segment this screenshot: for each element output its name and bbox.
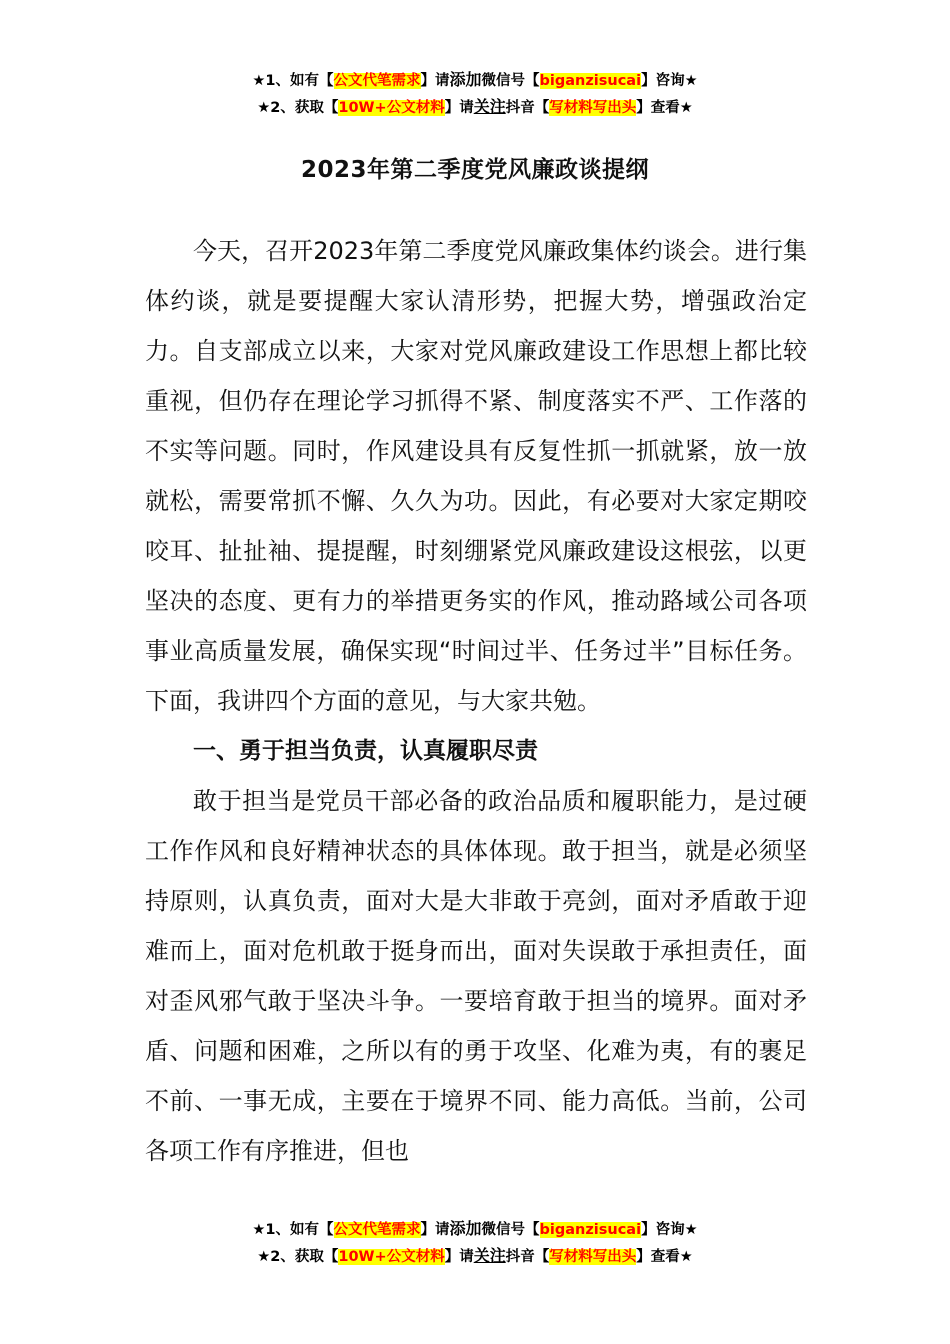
- promo-text: 】请: [420, 73, 450, 89]
- promo-text: ★2、获取【: [257, 1249, 339, 1265]
- section-heading: 一、勇于担当负责，认真履职尽责: [193, 738, 538, 764]
- document-body: [145, 226, 807, 1176]
- promo-highlight: 写材料写出头: [549, 1249, 637, 1265]
- promo-text: ★1、如有【: [252, 73, 334, 89]
- promo-text: 】请: [444, 1249, 474, 1265]
- promo-highlight: 10W+公文材料: [338, 100, 445, 116]
- promo-text: 】请: [444, 100, 474, 116]
- promo-text: 】查看★: [636, 100, 693, 116]
- promo-text: 】请: [420, 1222, 450, 1238]
- promo-text: 】咨询★: [641, 1222, 698, 1238]
- promo-banner-bottom: [0, 1216, 950, 1270]
- document-title: 2023年第二季度党风廉政谈提纲: [300, 157, 649, 183]
- promo-text: 】咨询★: [641, 73, 698, 89]
- promo-line-1: [0, 1216, 950, 1243]
- promo-emphasis: 关注: [473, 97, 506, 116]
- promo-line-1: [0, 67, 950, 94]
- promo-highlight: 公文代笔需求: [333, 1222, 421, 1238]
- promo-highlight: biganzisucai: [539, 1222, 642, 1238]
- promo-emphasis: 添加: [449, 70, 482, 89]
- promo-line-2: [0, 94, 950, 121]
- promo-text: 抖音【: [505, 1249, 550, 1265]
- promo-highlight: 写材料写出头: [549, 100, 637, 116]
- promo-text: 微信号【: [481, 73, 540, 89]
- promo-text: 微信号【: [481, 1222, 540, 1238]
- promo-banner-top: [0, 67, 950, 121]
- promo-highlight: 10W+公文材料: [338, 1249, 445, 1265]
- promo-highlight: biganzisucai: [539, 73, 642, 89]
- promo-text: 抖音【: [505, 100, 550, 116]
- promo-emphasis: 关注: [473, 1246, 506, 1265]
- promo-text: ★2、获取【: [257, 100, 339, 116]
- intro-paragraph: 今天，召开2023年第二季度党风廉政集体约谈会。进行集体约谈，就是要提醒大家认清形势，把握大势，增强政治定力。自支部成立以来，大家对党风廉政建设工作思想上都比较重视，但仍存在理论学习抓得不紧、制度落实不严、工作落的不实等问题。同时，作风建设具有反复性抓一抓就紧，放一放就松，需要常抓不懈、久久为功。因此，有必要对大家定期咬咬耳、扯扯袖、提提醒，时刻绷紧党风廉政建设这根弦，以更坚决的态度、更有力的举措更务实的作风，推动路域公司各项事业高质量发展，确保实现“时间过半、任务过半”目标任务。下面，我讲四个方面的意见，与大家共勉。: [145, 237, 807, 715]
- promo-highlight: 公文代笔需求: [333, 73, 421, 89]
- promo-text: ★1、如有【: [252, 1222, 334, 1238]
- promo-line-2: [0, 1243, 950, 1270]
- promo-emphasis: 添加: [449, 1219, 482, 1238]
- promo-text: 】查看★: [636, 1249, 693, 1265]
- section-paragraph: 敢于担当是党员干部必备的政治品质和履职能力，是过硬工作作风和良好精神状态的具体体现。敢于担当，就是必须坚持原则，认真负责，面对大是大非敢于亮剑，面对矛盾敢于迎难而上，面对危机敢于挺身而出，面对失误敢于承担责任，面对歪风邪气敢于坚决斗争。一要培育敢于担当的境界。面对矛盾、问题和困难，之所以有的勇于攻坚、化难为夷，有的裹足不前、一事无成，主要在于境界不同、能力高低。当前，公司各项工作有序推进，但也: [145, 787, 807, 1165]
